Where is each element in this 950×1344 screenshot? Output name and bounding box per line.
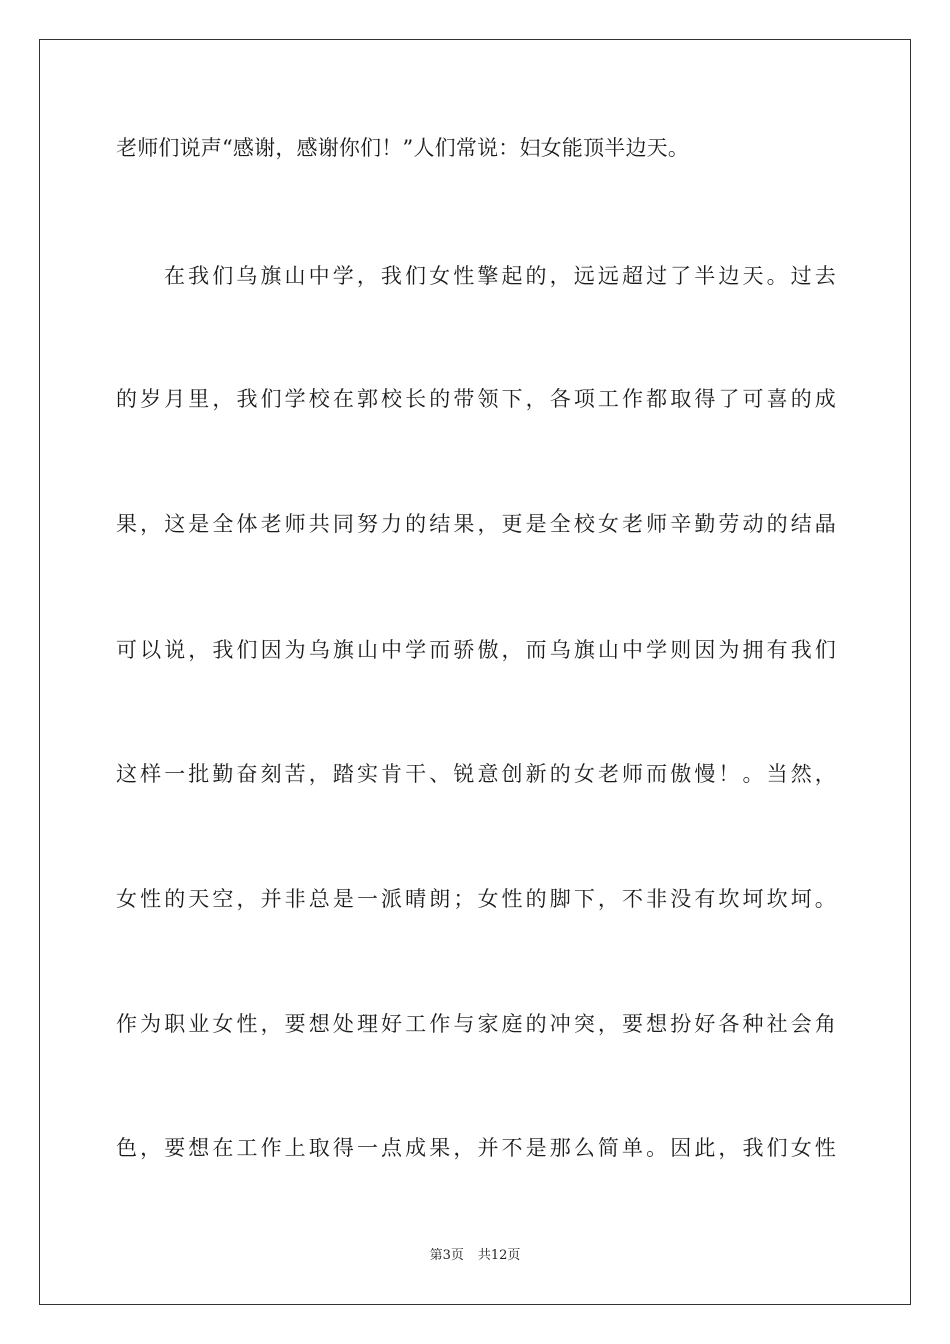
text-line-3: 的岁月里，我们学校在郭校长的带领下，各项工作都取得了可喜的成: [116, 387, 836, 411]
text-line-9: 色，要想在工作上取得一点成果，并不是那么简单。因此，我们女性: [116, 1136, 836, 1160]
page-total: 共12页: [477, 1248, 521, 1263]
text-line-4: 果，这是全体老师共同努力的结果，更是全校女老师辛勤劳动的结晶: [116, 512, 836, 536]
text-line-1: 老师们说声“感谢，感谢你们！”人们常说：妇女能顶半边天。: [116, 136, 690, 160]
page-number: 第3页: [429, 1248, 464, 1263]
text-line-2: 在我们乌旗山中学，我们女性擎起的，远远超过了半边天。过去: [164, 264, 836, 288]
text-line-5: 可以说，我们因为乌旗山中学而骄傲，而乌旗山中学则因为拥有我们: [116, 638, 836, 662]
text-line-7: 女性的天空，并非总是一派晴朗；女性的脚下，不非没有坎坷坎坷。: [116, 887, 836, 911]
text-line-8: 作为职业女性，要想处理好工作与家庭的冲突，要想扮好各种社会角: [116, 1012, 836, 1036]
page-border: [39, 39, 911, 1305]
page-footer: [0, 1247, 950, 1265]
text-line-6: 这样一批勤奋刻苦，踏实肯干、锐意创新的女老师而傲慢！。当然，: [116, 762, 836, 786]
